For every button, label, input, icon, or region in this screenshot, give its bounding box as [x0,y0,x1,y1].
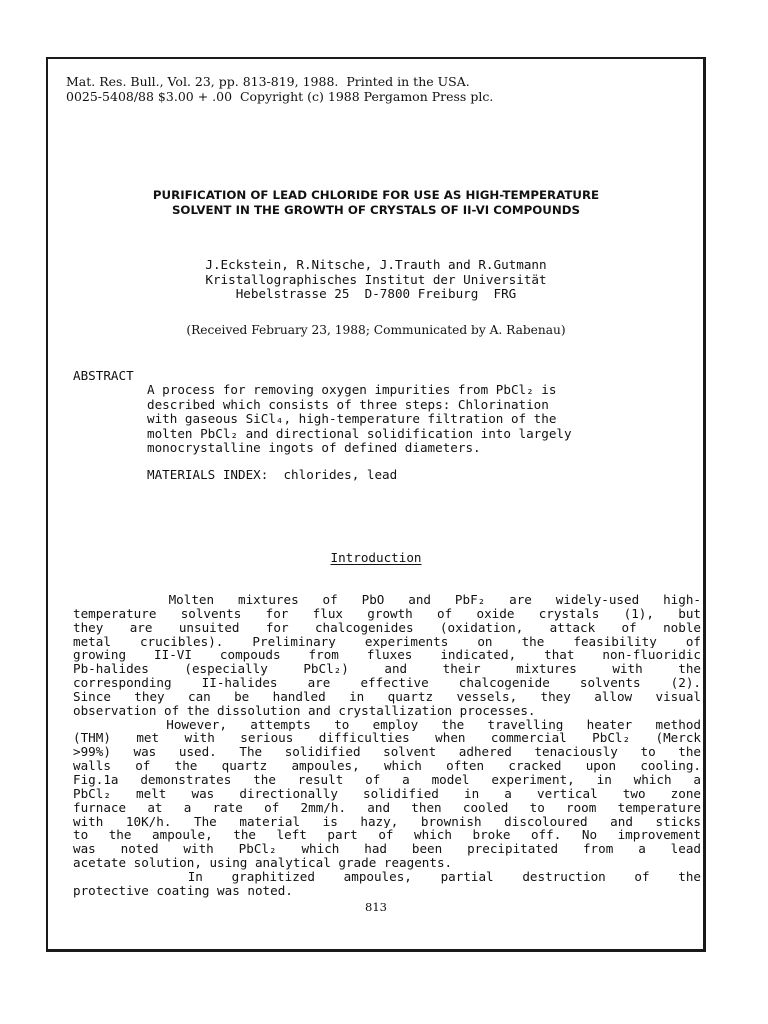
introduction-body [73,593,701,898]
introduction-line: walls of the quartz ampoules, which often cracked upon cooling. [73,759,701,773]
citation-line: Mat. Res. Bull., Vol. 23, pp. 813-819, 1988. Printed in the USA. [66,74,470,89]
introduction-line: PbCl₂ melt was directionally solidified in a vertical two zone [73,786,701,801]
materials-index: MATERIALS INDEX: chlorides, lead [147,467,398,482]
paper-title [66,188,686,218]
introduction-line: Pb-halides (especially PbCl₂) and their mixtures with the [73,662,701,677]
introduction-line: (THM) met with serious difficulties when commercial PbCl₂ (Merck [73,731,701,746]
received-line: (Received February 23, 1988; Communicated by A. Rabenau) [186,323,566,337]
abstract-line: molten PbCl₂ and directional solidification into largely [147,425,572,441]
author-block [66,258,686,302]
introduction-line: furnace at a rate of 2mm/h. and then cooled to room temperature [73,800,701,815]
abstract-line: described which consists of three steps: Chlorination [147,396,549,412]
introduction-line: Fig.1a demonstrates the result of a model experiment, in which a [73,772,701,787]
abstract-heading: ABSTRACT [73,368,134,383]
introduction-line: observation of the dissolution and crystallization processes. [73,703,536,718]
page-number: 813 [365,900,387,914]
introduction-line: growing II-VI compouds from fluxes indicated, that non-fluoridic [73,648,701,663]
abstract-line: A process for removing oxygen impurities from PbCl₂ is [147,382,557,397]
introduction-line: >99%) was used. The solidified solvent adhered tenaciously to the [73,745,701,760]
introduction-line: corresponding II-halides are effective chalcogenide solvents (2). [73,676,701,690]
title-line: PURIFICATION OF LEAD CHLORIDE FOR USE AS HIGH-TEMPERATURE [152,188,600,202]
author-institute: Kristallographisches Institut der Universität [205,271,547,287]
introduction-line: In graphitized ampoules, partial destruction of the [73,869,701,884]
citation-line: 0025-5408/88 $3.00 + .00 Copyright (c) 1988 Pergamon Press plc. [66,89,494,104]
section-heading-text: Introduction [330,550,422,565]
introduction-line: to the ampoule, the left part of which broke off. No improvement [73,828,701,843]
introduction-line: with 10K/h. The material is hazy, brownish discoloured and sticks [73,814,701,829]
introduction-line: protective coating was noted. [73,883,293,898]
introduction-line: Since they can be handled in quartz vessels, they allow visual [73,689,701,704]
introduction-line: However, attempts to employ the travelling heater method [73,717,701,732]
abstract-line: with gaseous SiCl₄, high-temperature filtration of the [147,411,557,426]
introduction-line: Molten mixtures of PbO and PbF₂ are widely-used high- [73,593,701,607]
introduction-line: they are unsuited for chalcogenides (oxidation, attack of noble [73,620,701,635]
title-line: SOLVENT IN THE GROWTH OF CRYSTALS OF II-VI COMPOUNDS [171,203,581,217]
introduction-line: was noted with PbCl₂ which had been precipitated from a lead [73,842,701,857]
introduction-line: acetate solution, using analytical grade reagents. [73,856,453,870]
introduction-line: temperature solvents for flux growth of oxide crystals (1), but [73,606,701,621]
citation-header [66,74,493,104]
section-heading-introduction [66,550,686,565]
author-address: Hebelstrasse 25 D-7800 Freiburg FRG [235,286,517,301]
abstract-body [147,383,572,456]
introduction-line: metal crucibles). Preliminary experiments on the feasibility of [73,634,701,649]
abstract-line: monocrystalline ingots of defined diameters. [147,440,481,455]
author-names: J.Eckstein, R.Nitsche, J.Trauth and R.Gutmann [205,257,547,272]
